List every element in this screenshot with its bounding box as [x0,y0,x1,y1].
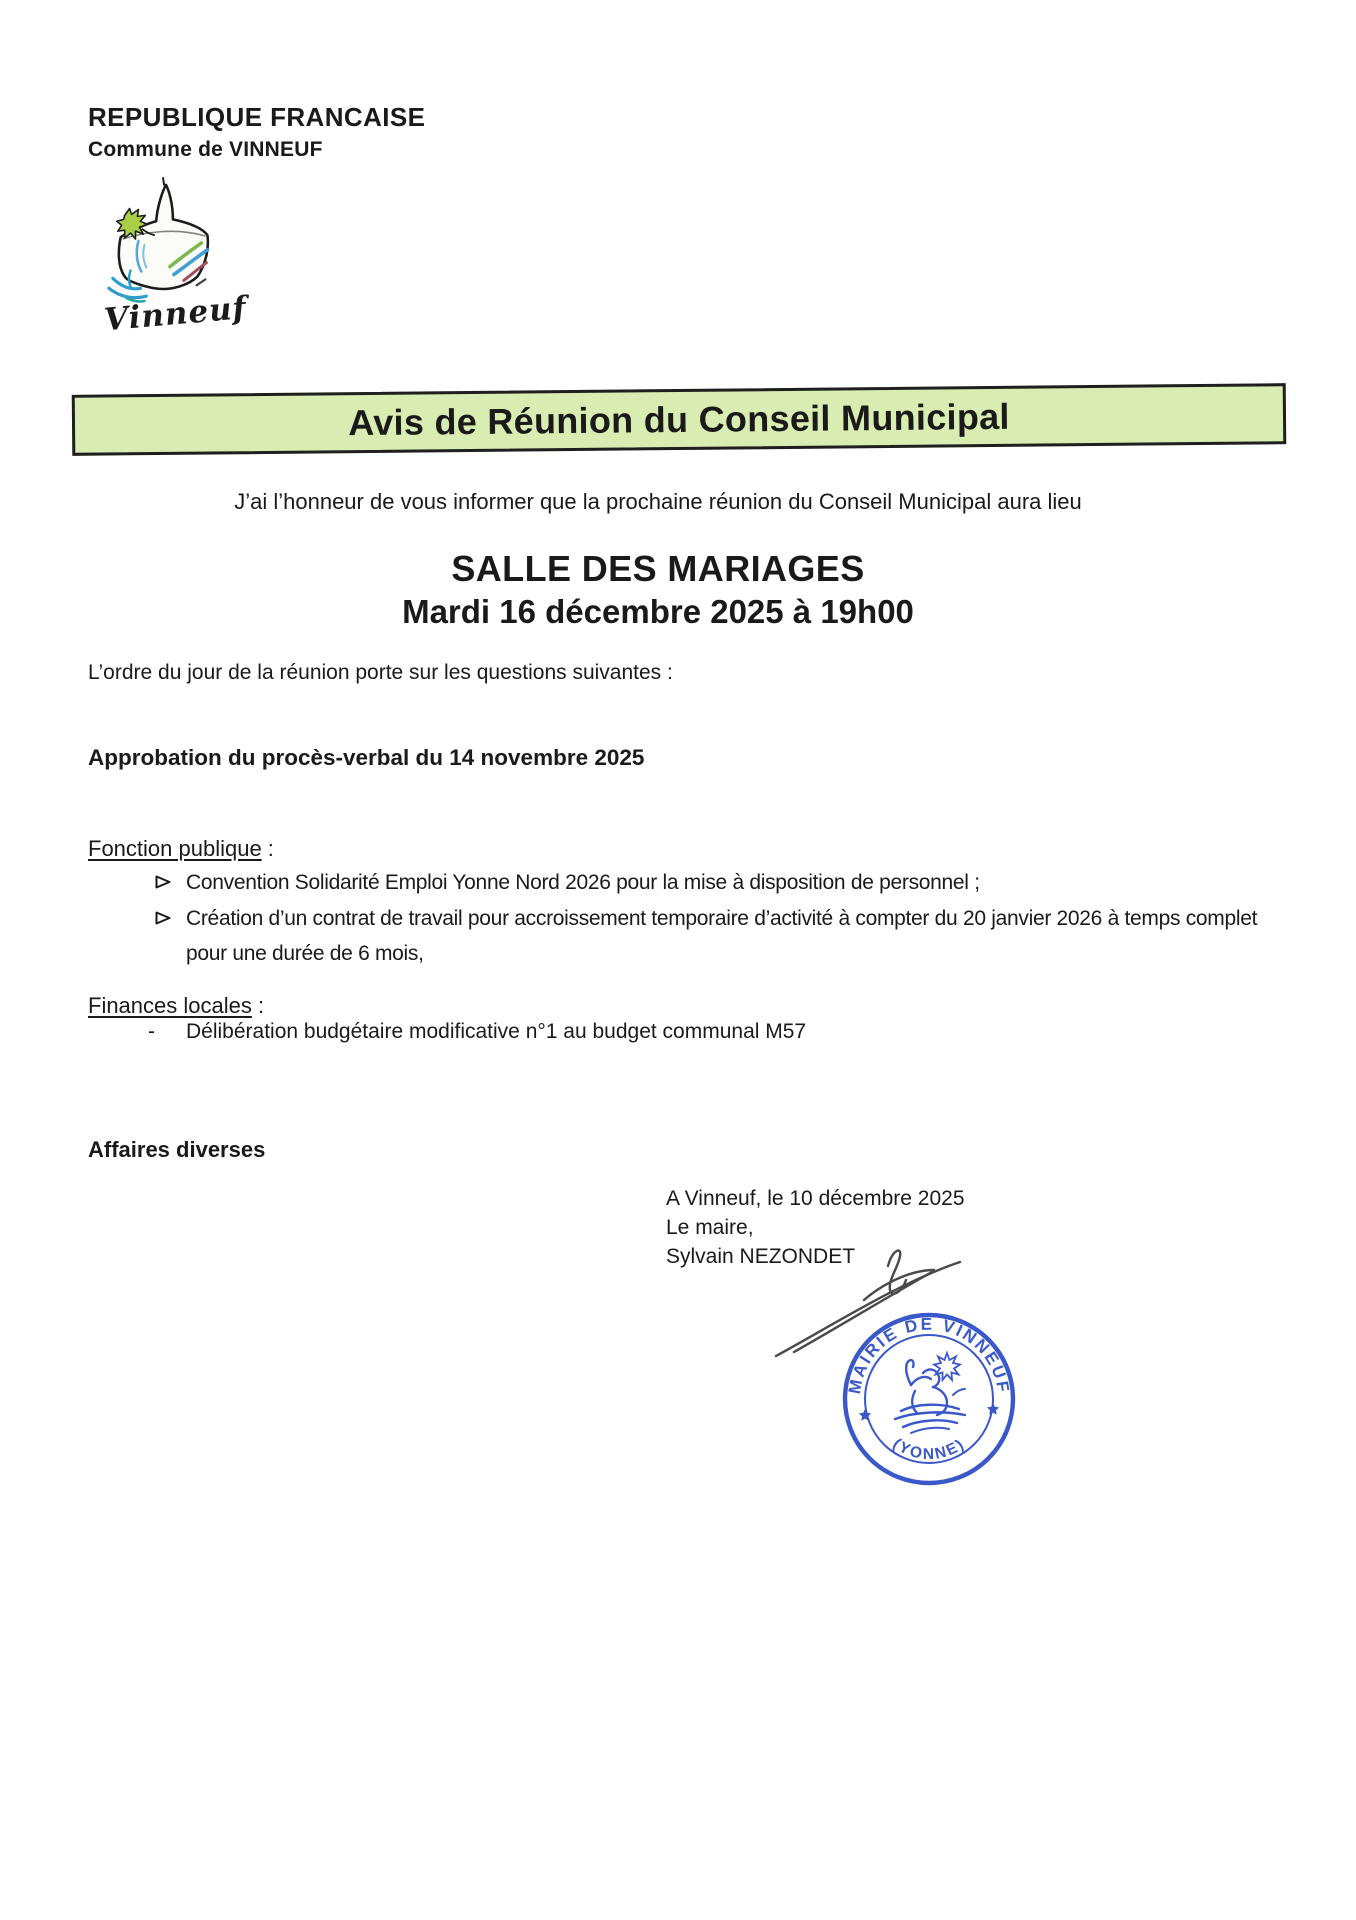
agenda-item [154,901,1289,971]
section-title-finances-locales [88,993,264,1019]
commune-line: Commune de VINNEUF [88,138,323,161]
place-date-line: A Vinneuf, le 10 décembre 2025 [666,1187,965,1210]
agenda-item [154,865,1289,900]
agenda-item-text: Création d’un contrat de travail pour accroissement temporaire d’activité à compter du 20 janvier 2026 à temps complet pour une durée de 6 mois, [186,907,1258,965]
spire-finial [163,178,164,185]
signer-name-line: Sylvain NEZONDET [666,1245,856,1268]
agenda-item-text: Convention Solidarité Emploi Yonne Nord 2026 pour la mise à disposition de personnel ; [186,871,980,894]
section-title-colon: : [251,993,265,1018]
letterhead [88,102,425,162]
section-title-fonction-publique [88,836,274,862]
stamp-top-text: MAIRIE DE VINNEUF [844,1314,1014,1396]
banner-title: Avis de Réunion du Conseil Municipal [348,395,1010,443]
agenda-item-text: Délibération budgétaire modificative n°1 au budget communal M57 [186,1020,807,1043]
title-banner [72,383,1287,456]
stamp-marianne-emblem [895,1353,965,1433]
agenda-item [148,1017,806,1047]
section-title-text: Finances locales [88,993,252,1018]
republic-line: REPUBLIQUE FRANCAISE [88,102,426,132]
section-title-colon: : [261,836,274,861]
arrow-bullet-icon [154,865,174,900]
misc-line: Affaires diverses [88,1137,266,1162]
section-title-text: Fonction publique [88,836,262,861]
stamp-bottom-text: (YONNE) [889,1435,969,1463]
village-church-illustration [100,176,235,306]
venue-line: SALLE DES MARIAGES [451,548,865,589]
role-line: Le maire, [666,1216,754,1239]
commune-logo [100,176,250,339]
datetime-line: Mardi 16 décembre 2025 à 19h00 [402,593,914,630]
approval-line: Approbation du procès-verbal du 14 novembre 2025 [88,745,645,770]
stamp-inner-ring [865,1335,993,1463]
leaf-icon [117,209,148,240]
intro-line: J’ai l’honneur de vous informer que la prochaine réunion du Conseil Municipal aura lieu [234,489,1082,514]
stamp-star-right [987,1403,999,1415]
logo-wordmark: Vinneuf [102,289,249,339]
agenda-intro-line: L’ordre du jour de la réunion porte sur les questions suivantes : [88,661,673,684]
arrow-bullet-icon [154,901,174,971]
dash-bullet: - [148,1020,155,1043]
mairie-stamp [841,1311,1017,1487]
